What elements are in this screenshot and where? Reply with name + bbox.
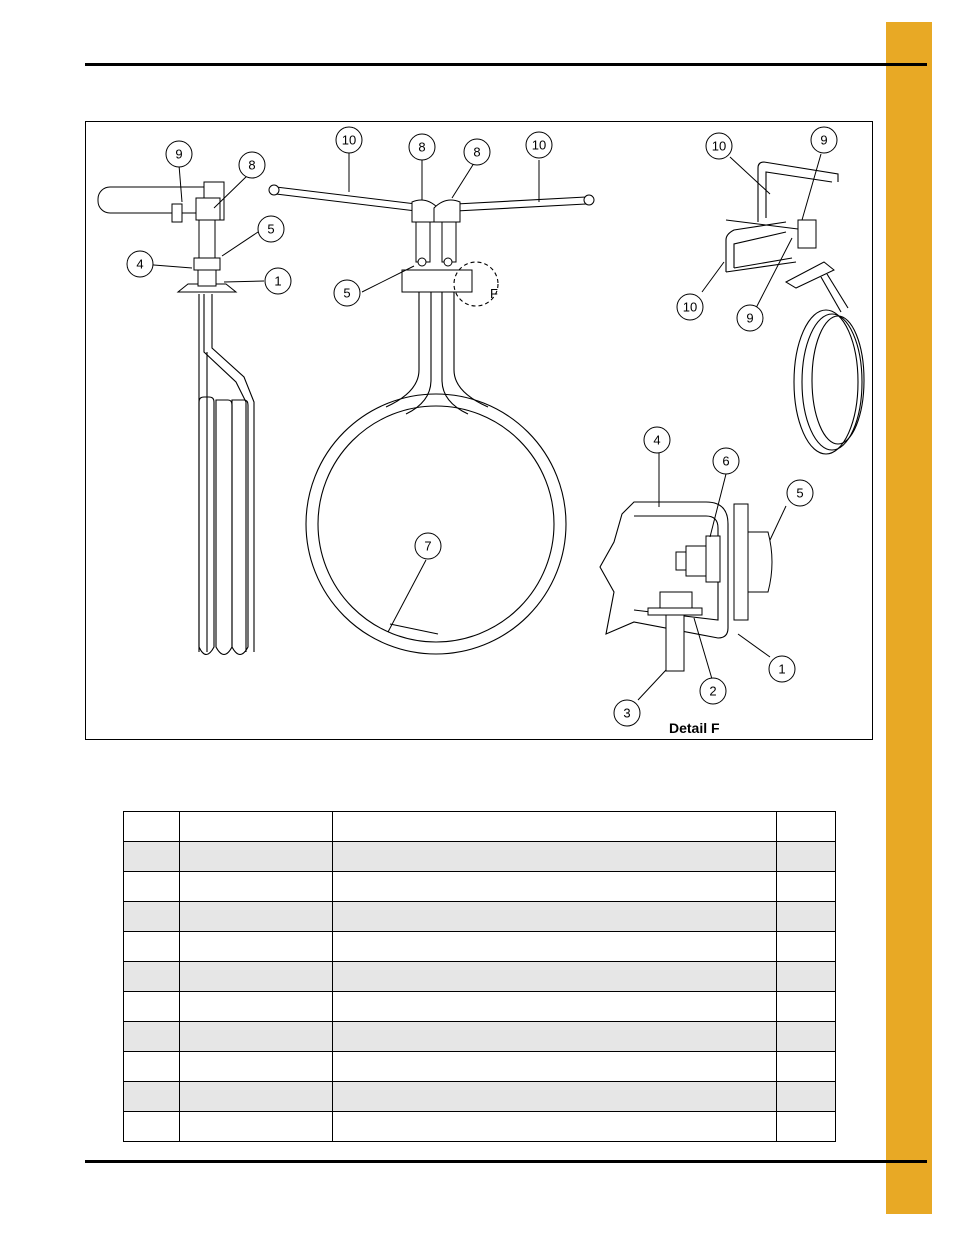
leader-lines — [141, 148, 821, 700]
svg-text:6: 6 — [722, 453, 730, 469]
svg-text:8: 8 — [473, 144, 481, 160]
balloon-5-front — [334, 280, 360, 306]
balloon-1-detail — [769, 656, 795, 682]
svg-text:4: 4 — [136, 256, 144, 272]
table-row — [124, 992, 836, 1022]
table-row — [124, 1052, 836, 1082]
header-ref — [124, 812, 180, 842]
table-row — [124, 1112, 836, 1142]
balloon-10-front-left — [336, 127, 362, 153]
table-row — [124, 932, 836, 962]
svg-text:9: 9 — [746, 310, 754, 326]
balloon-5-detail — [787, 480, 813, 506]
table-header-row — [124, 812, 836, 842]
svg-text:1: 1 — [274, 273, 282, 289]
balloon-10-front-right — [526, 132, 552, 158]
balloon-4-side — [127, 251, 153, 277]
svg-text:10: 10 — [711, 138, 727, 154]
svg-text:10: 10 — [531, 137, 547, 153]
balloon-1-side — [265, 268, 291, 294]
balloon-5-side — [258, 216, 284, 242]
balloon-9-iso-top — [811, 127, 837, 153]
svg-text:5: 5 — [796, 485, 804, 501]
balloon-8-side — [239, 152, 265, 178]
balloon-10-iso-top — [706, 133, 732, 159]
svg-text:10: 10 — [682, 299, 698, 315]
balloon-6-detail — [713, 448, 739, 474]
header-qty — [777, 812, 836, 842]
svg-text:5: 5 — [267, 221, 275, 237]
svg-text:10: 10 — [341, 132, 357, 148]
footer-rule — [85, 1160, 927, 1163]
table-row — [124, 842, 836, 872]
svg-text:3: 3 — [623, 705, 631, 721]
table-row — [124, 1082, 836, 1112]
chapter-side-tab — [886, 22, 932, 1214]
svg-text:9: 9 — [820, 132, 828, 148]
table-row — [124, 1022, 836, 1052]
parts-diagram — [85, 121, 873, 740]
detail-f-drawing — [600, 502, 772, 671]
balloon-3-detail — [614, 700, 640, 726]
detail-f-caption: Detail F — [669, 720, 720, 736]
parts-list-table — [123, 811, 836, 1142]
balloon-9-side — [166, 141, 192, 167]
table-row — [124, 902, 836, 932]
front-view-drawing — [269, 185, 594, 654]
svg-text:7: 7 — [424, 538, 432, 554]
balloon-2-detail — [700, 678, 726, 704]
side-view-drawing — [98, 182, 254, 655]
header-rule — [85, 63, 927, 66]
balloon-4-detail — [644, 427, 670, 453]
table-row — [124, 962, 836, 992]
balloon-8-front-left — [409, 134, 435, 160]
svg-text:9: 9 — [175, 146, 183, 162]
detail-marker-f: F — [490, 286, 498, 301]
svg-text:2: 2 — [709, 683, 717, 699]
svg-text:8: 8 — [418, 139, 426, 155]
svg-text:5: 5 — [343, 285, 351, 301]
svg-text:1: 1 — [778, 661, 786, 677]
table-row — [124, 872, 836, 902]
balloon-9-iso-bottom — [737, 305, 763, 331]
svg-text:8: 8 — [248, 157, 256, 173]
balloon-10-iso-bottom — [677, 294, 703, 320]
svg-text:4: 4 — [653, 432, 661, 448]
balloon-7-front — [415, 533, 441, 559]
header-description — [333, 812, 777, 842]
balloon-8-front-right — [464, 139, 490, 165]
header-part-number — [180, 812, 333, 842]
